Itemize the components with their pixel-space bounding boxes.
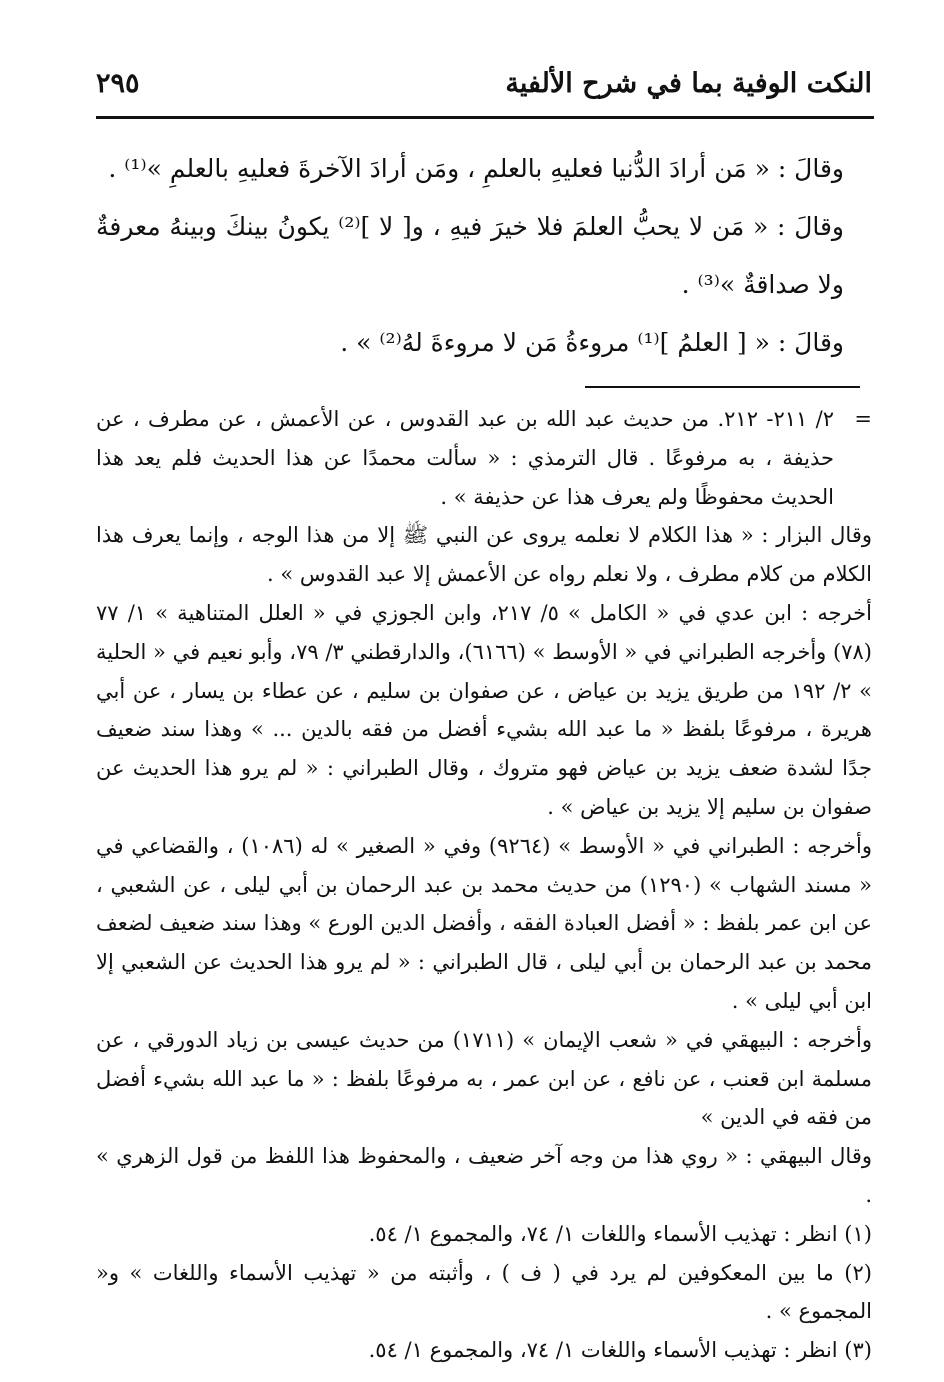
footnote-separator [585, 386, 860, 388]
main-paragraph: وقالَ : « [ العلمُ ]⁽¹⁾ مروءةُ مَن لا مروءةَ لهُ⁽²⁾ » . [340, 328, 844, 357]
main-paragraph: وقالَ : « مَن أرادَ الدُّنيا فعليهِ بالعلمِ ، ومَن أرادَ الآخرةَ فعليهِ بالعلمِ »⁽¹⁾ . [108, 154, 844, 183]
footnote-paragraph: وقال البزار : « هذا الكلام لا نعلمه يروى عن النبي ﷺ إلا من هذا الوجه ، وإنما يعرف هذا الكلام من كلام مطرف ، ولا نعلم رواه عن الأعمش إلا عبد القدوس » . [96, 523, 872, 587]
footnote-entry-2: (٢) ما بين المعكوفين لم يرد في ( ف ) ، وأثبته من « تهذيب الأسماء واللغات » و« المجموع » . [96, 1260, 872, 1324]
continuation-mark: = [854, 407, 872, 431]
page-header [96, 58, 872, 110]
footnote-paragraph: أخرجه : ابن عدي في « الكامل » ٥/ ٢١٧، وابن الجوزي في « العلل المتناهية » ١/ ٧٧ (٧٨) وأخرجه الطبراني في « الأوسط » (٦١٦٦)، والدارقطني ٣/ ٧٩، وأبو نعيم في « الحلية » ٢/ ١٩٢ من طريق يزيد بن عياض ، عن صفوان بن سليم ، عن عطاء بن يسار ، عن أبي هريرة ، مرفوعًا بلفظ « ما عبد الله بشيء أفضل من فقه بالدين ... » وهذا سند ضعيف جدًا لشدة ضعف يزيد بن عياض فهو متروك ، وقال الطبراني : « لم يرو هذا الحديث عن صفوان بن سليم إلا يزيد بن عياض » . [96, 600, 872, 819]
footnote-entry-3: (٣) انظر : تهذيب الأسماء واللغات ١/ ٧٤، والمجموع ١/ ٥٤. [368, 1338, 872, 1363]
footnote-paragraph: وأخرجه : الطبراني في « الأوسط » (٩٢٦٤) وفي « الصغير » له (١٠٨٦) ، والقضاعي في « مسند الشهاب » (١٢٩٠) من حديث محمد بن عبد الرحمان بن أبي ليلى ، عن الشعبي ، عن ابن عمر بلفظ : « أفضل العبادة الفقه ، وأفضل الدين الورع » وهذا سند ضعيف لضعف محمد بن عبد الرحمان بن أبي ليلى ، قال الطبراني : « لم يرو هذا الحديث عن الشعبي إلا ابن أبي ليلى » . [96, 833, 873, 1013]
footnote-paragraph: وأخرجه : البيهقي في « شعب الإيمان » (١٧١١) من حديث عيسى بن زياد الدورقي ، عن مسلمة ابن قعنب ، عن نافع ، عن ابن عمر ، به مرفوعًا بلفظ : « ما عبد الله بشيء أفضل من فقه في الدين » [96, 1027, 872, 1130]
page-number: ٢٩٥ [96, 68, 140, 99]
footnote-paragraph: وقال البيهقي : « روي هذا من وجه آخر ضعيف ، والمحفوظ هذا اللفظ من قول الزهري » . [96, 1144, 872, 1207]
footnote-paragraph: ٢/ ٢١١- ٢١٢. من حديث عبد الله بن عبد القدوس ، عن الأعمش ، عن مطرف ، عن حذيفة ، به مرفوعًا . قال الترمذي : « سألت محمدًا عن هذا الحديث فلم يعد هذا الحديث محفوظًا ولم يعرف هذا عن حذيفة » . [96, 407, 834, 509]
header-rule [96, 116, 874, 119]
footnotes [96, 400, 872, 1370]
main-text [96, 140, 844, 372]
running-title: النكت الوفية بما في شرح الألفية [505, 68, 872, 99]
main-paragraph: وقالَ : « مَن لا يحبُّ العلمَ فلا خيرَ فيهِ ، و[ لا ]⁽²⁾ يكونُ بينكَ وبينهُ معرفةٌ ولا صداقةٌ »⁽³⁾ . [96, 212, 845, 299]
footnote-entry-1: (١) انظر : تهذيب الأسماء واللغات ١/ ٧٤، والمجموع ١/ ٥٤. [368, 1221, 872, 1246]
